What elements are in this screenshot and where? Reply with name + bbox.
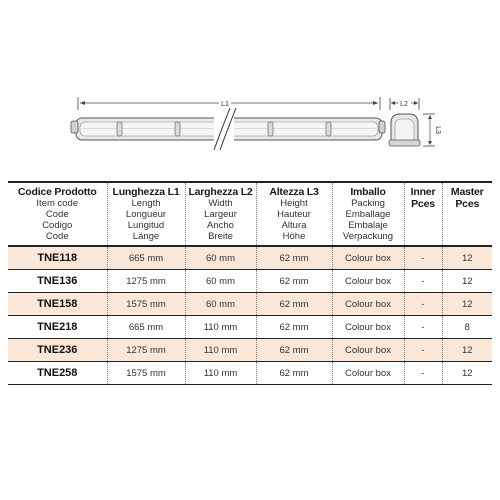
height-cell: 62 mm (256, 362, 332, 385)
header-translation: Höhe (282, 231, 306, 242)
header-translation: Longueur (125, 209, 167, 220)
item-code-cell: TNE118 (8, 246, 107, 270)
packing-cell: Colour box (332, 316, 404, 339)
header-translation: Item code (36, 198, 79, 209)
height-cell: 62 mm (256, 246, 332, 270)
master-pieces-cell: 12 (442, 270, 492, 293)
length-cell: 665 mm (107, 316, 185, 339)
length-dimension (78, 97, 380, 110)
height-label: L3 (434, 126, 441, 134)
height-cell: 62 mm (256, 293, 332, 316)
width-cell: 60 mm (185, 293, 256, 316)
packing-cell: Colour box (332, 339, 404, 362)
fixture-dimension-drawing (0, 0, 500, 175)
master-pieces-cell: 12 (442, 246, 492, 270)
width-label: L2 (400, 101, 408, 108)
table-row (8, 362, 492, 385)
item-code-cell: TNE258 (8, 362, 107, 385)
header-translation: Height (280, 198, 308, 209)
table-body (8, 246, 492, 385)
inner-pieces-cell: - (404, 270, 442, 293)
header-title: Master Pces (450, 186, 484, 210)
header-master-pieces (442, 182, 492, 246)
header-translation: Breite (208, 231, 233, 242)
length-cell: 665 mm (107, 246, 185, 270)
packing-cell: Colour box (332, 270, 404, 293)
header-length (107, 182, 185, 246)
width-cell: 110 mm (185, 362, 256, 385)
header-translation: Länge (132, 231, 160, 242)
table-row (8, 293, 492, 316)
header-translation: Width (208, 198, 233, 209)
header-translation: Emballage (345, 209, 391, 220)
item-code-cell: TNE236 (8, 339, 107, 362)
table-row (8, 246, 492, 270)
fixture-long-body (71, 108, 385, 150)
width-dimension (390, 97, 419, 110)
header-title: Imballo (350, 186, 386, 198)
header-translation: Altura (281, 220, 307, 231)
length-cell: 1275 mm (107, 270, 185, 293)
width-cell: 60 mm (185, 270, 256, 293)
packing-cell: Colour box (332, 246, 404, 270)
inner-pieces-cell: - (404, 293, 442, 316)
master-pieces-cell: 12 (442, 362, 492, 385)
height-cell: 62 mm (256, 270, 332, 293)
header-translation: Code (45, 209, 69, 220)
header-title: Codice Prodotto (17, 186, 97, 198)
header-translation: Code (45, 231, 69, 242)
fixture-end-view (389, 114, 420, 146)
header-translation: Embalaje (348, 220, 388, 231)
header-translation: Largeur (204, 209, 237, 220)
item-code-cell: TNE218 (8, 316, 107, 339)
item-code-cell: TNE136 (8, 270, 107, 293)
table-row (8, 270, 492, 293)
header-title: Inner Pces (410, 186, 436, 210)
master-pieces-cell: 12 (442, 293, 492, 316)
header-translation: Packing (351, 198, 385, 209)
height-cell: 62 mm (256, 339, 332, 362)
packing-cell: Colour box (332, 362, 404, 385)
header-width (185, 182, 256, 246)
master-pieces-cell: 12 (442, 339, 492, 362)
header-inner-pieces (404, 182, 442, 246)
inner-pieces-cell: - (404, 246, 442, 270)
inner-pieces-cell: - (404, 362, 442, 385)
item-code-cell: TNE158 (8, 293, 107, 316)
header-translation: Hauteur (277, 209, 311, 220)
width-cell: 110 mm (185, 339, 256, 362)
header-translation: Length (131, 198, 161, 209)
table-row (8, 339, 492, 362)
height-dimension (423, 114, 441, 146)
header-translation: Lungitud (127, 220, 165, 231)
header-title: Larghezza L2 (188, 186, 253, 198)
table-header-row (8, 182, 492, 246)
length-label: L1 (221, 101, 229, 108)
width-cell: 110 mm (185, 316, 256, 339)
master-pieces-cell: 8 (442, 316, 492, 339)
header-title: Altezza L3 (269, 186, 319, 198)
header-packing (332, 182, 404, 246)
header-height (256, 182, 332, 246)
inner-pieces-cell: - (404, 339, 442, 362)
packing-cell: Colour box (332, 293, 404, 316)
product-spec-table (8, 181, 492, 385)
length-cell: 1575 mm (107, 293, 185, 316)
width-cell: 60 mm (185, 246, 256, 270)
height-cell: 62 mm (256, 316, 332, 339)
length-cell: 1575 mm (107, 362, 185, 385)
inner-pieces-cell: - (404, 316, 442, 339)
header-translation: Ancho (207, 220, 234, 231)
length-cell: 1275 mm (107, 339, 185, 362)
header-item-code (8, 182, 107, 246)
header-title: Lunghezza L1 (112, 186, 180, 198)
header-translation: Codigo (42, 220, 73, 231)
header-translation: Verpackung (342, 231, 394, 242)
table-row (8, 316, 492, 339)
